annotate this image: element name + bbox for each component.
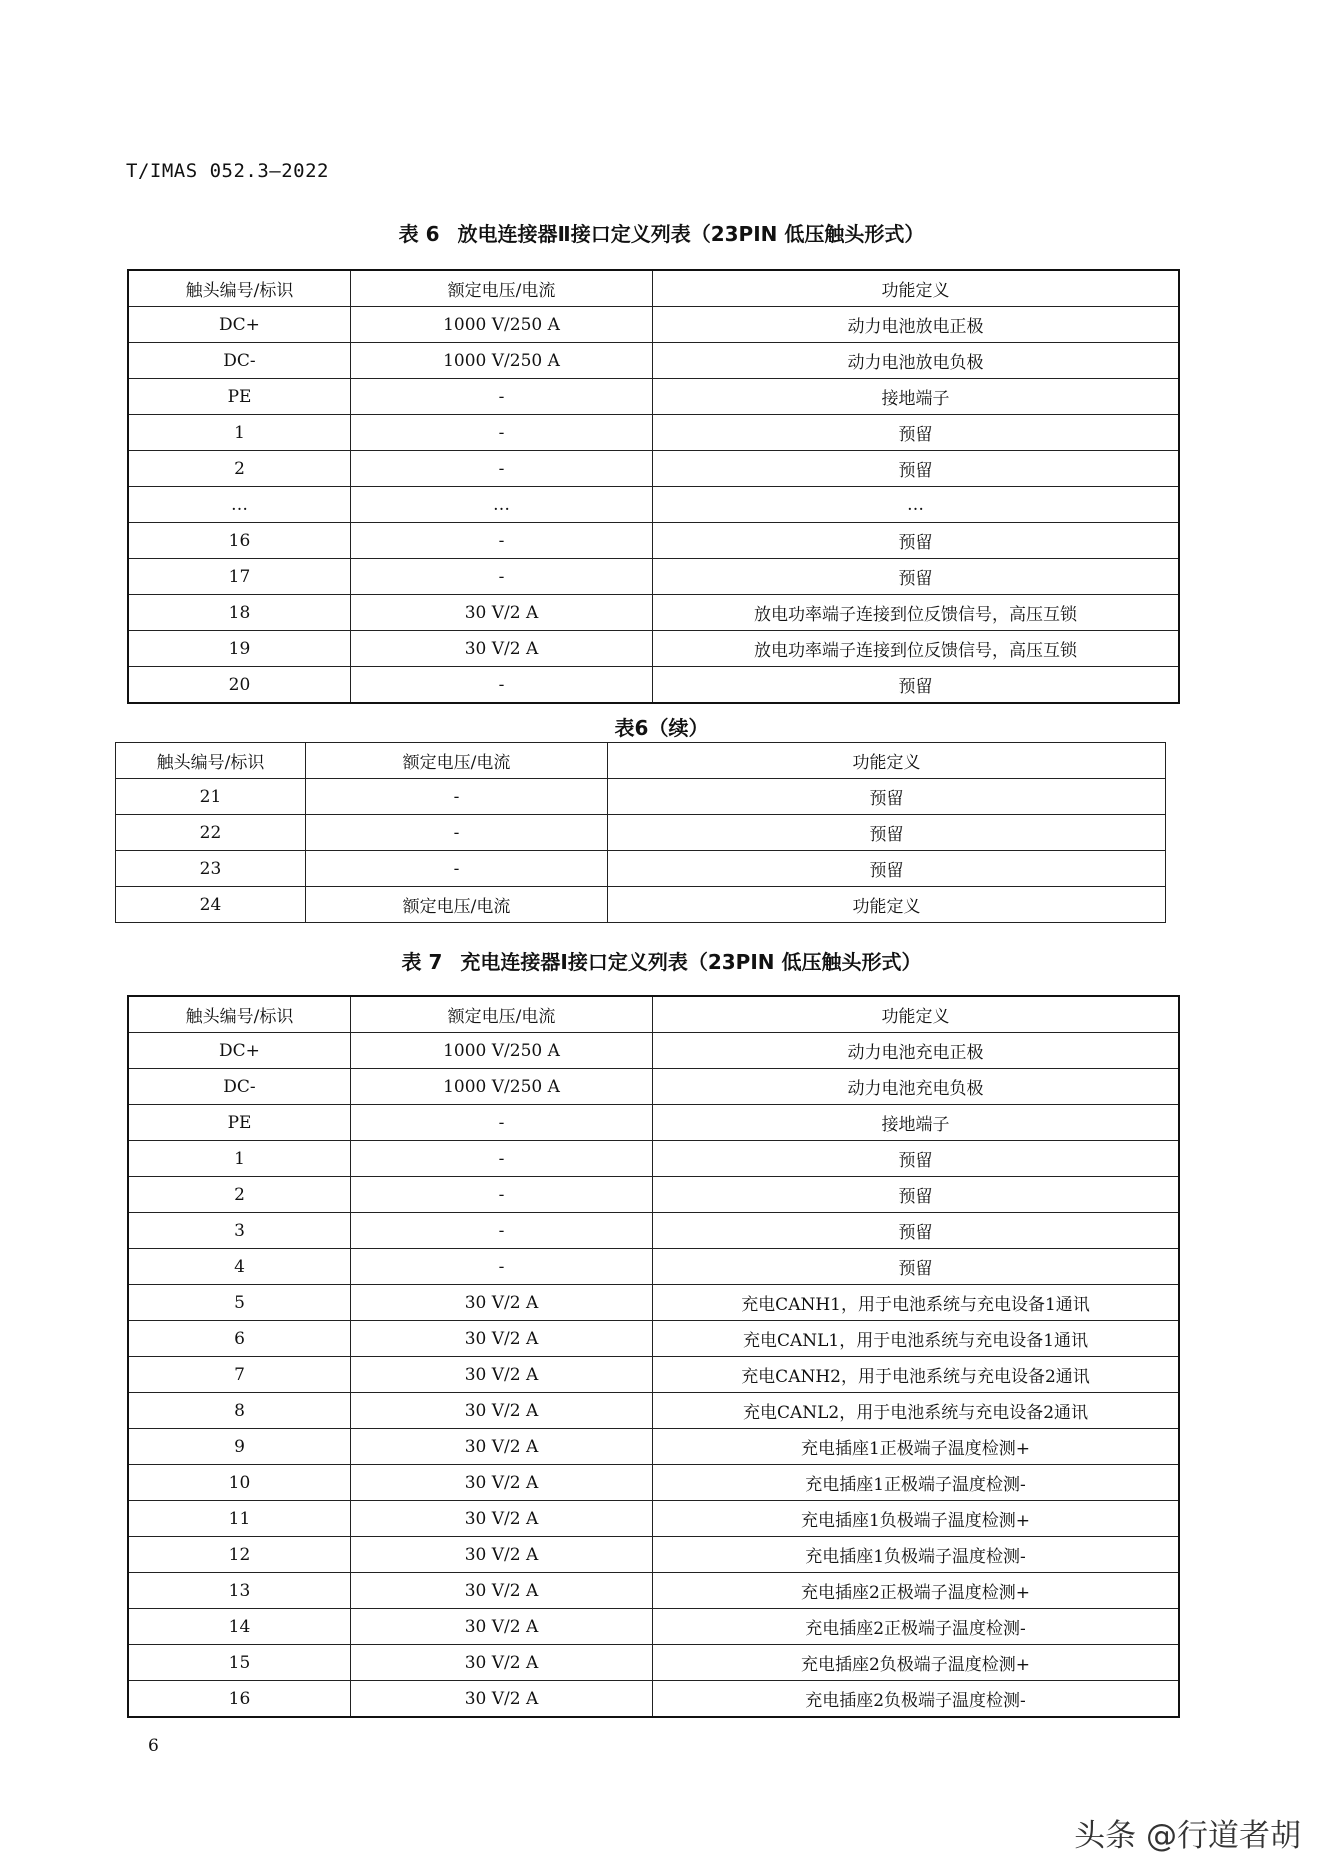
cell-rated-voltage-current: -: [351, 1213, 653, 1249]
cell-function-definition: 预留: [608, 851, 1166, 887]
cell-rated-voltage-current: -: [351, 667, 653, 703]
cell-rated-voltage-current: 额定电压/电流: [306, 887, 608, 923]
cell-function-definition: …: [653, 487, 1179, 523]
table-row: [129, 487, 1179, 523]
table-row: [129, 451, 1179, 487]
cell-function-definition: 充电插座2正极端子温度检测-: [653, 1609, 1179, 1645]
table-row: [129, 1465, 1179, 1501]
table-row: [129, 631, 1179, 667]
cell-function-definition: 充电插座1负极端子温度检测-: [653, 1537, 1179, 1573]
table6-cont-caption: 表6（续）: [614, 716, 709, 740]
table7-caption: [0, 946, 1323, 975]
cell-function-definition: 充电插座1正极端子温度检测+: [653, 1429, 1179, 1465]
cell-function-definition: 动力电池放电正极: [653, 307, 1179, 343]
table6-continued: [115, 742, 1166, 923]
column-header-rated-voltage-current: 额定电压/电流: [306, 743, 608, 779]
cell-rated-voltage-current: -: [351, 559, 653, 595]
column-header-function-definition: 功能定义: [653, 271, 1179, 307]
cell-rated-voltage-current: -: [351, 1249, 653, 1285]
cell-rated-voltage-current: 30 V/2 A: [351, 1429, 653, 1465]
cell-function-definition: 功能定义: [608, 887, 1166, 923]
cell-function-definition: 动力电池充电正极: [653, 1033, 1179, 1069]
table-row: [129, 343, 1179, 379]
cell-rated-voltage-current: 30 V/2 A: [351, 1537, 653, 1573]
watermark: 头条 @行道者胡: [1074, 1818, 1301, 1854]
cell-contact-id: 6: [129, 1321, 351, 1357]
cell-rated-voltage-current: -: [351, 1105, 653, 1141]
table-row: [129, 1141, 1179, 1177]
document-id: T/IMAS 052.3—2022: [126, 160, 329, 182]
cell-contact-id: DC+: [129, 307, 351, 343]
table-row: [116, 779, 1166, 815]
cell-rated-voltage-current: 30 V/2 A: [351, 1645, 653, 1681]
cell-function-definition: 充电插座2正极端子温度检测+: [653, 1573, 1179, 1609]
cell-function-definition: 预留: [608, 815, 1166, 851]
table-row: [129, 1033, 1179, 1069]
cell-contact-id: 2: [129, 1177, 351, 1213]
cell-rated-voltage-current: -: [351, 415, 653, 451]
cell-rated-voltage-current: 30 V/2 A: [351, 1357, 653, 1393]
table-row: [129, 1501, 1179, 1537]
cell-contact-id: 14: [129, 1609, 351, 1645]
table6-caption-text: 放电连接器Ⅱ接口定义列表（23PIN 低压触头形式）: [457, 222, 925, 246]
cell-contact-id: 20: [129, 667, 351, 703]
cell-contact-id: 2: [129, 451, 351, 487]
column-header-function-definition: 功能定义: [608, 743, 1166, 779]
table-row: [129, 595, 1179, 631]
table-row: [129, 1321, 1179, 1357]
cell-contact-id: 15: [129, 1645, 351, 1681]
cell-rated-voltage-current: 30 V/2 A: [351, 1609, 653, 1645]
cell-rated-voltage-current: 30 V/2 A: [351, 595, 653, 631]
table-row: [129, 559, 1179, 595]
cell-function-definition: 充电插座1负极端子温度检测+: [653, 1501, 1179, 1537]
page-number: 6: [148, 1736, 159, 1756]
cell-function-definition: 预留: [653, 415, 1179, 451]
table-row: [129, 1069, 1179, 1105]
cell-function-definition: 接地端子: [653, 1105, 1179, 1141]
table7: [128, 996, 1179, 1717]
cell-rated-voltage-current: 30 V/2 A: [351, 1321, 653, 1357]
cell-contact-id: 12: [129, 1537, 351, 1573]
cell-function-definition: 预留: [653, 667, 1179, 703]
cell-contact-id: 23: [116, 851, 306, 887]
table-row: [129, 1537, 1179, 1573]
cell-contact-id: PE: [129, 1105, 351, 1141]
cell-contact-id: 16: [129, 523, 351, 559]
cell-rated-voltage-current: 30 V/2 A: [351, 1393, 653, 1429]
cell-rated-voltage-current: 30 V/2 A: [351, 1681, 653, 1717]
cell-function-definition: 充电插座2负极端子温度检测+: [653, 1645, 1179, 1681]
cell-contact-id: PE: [129, 379, 351, 415]
cell-rated-voltage-current: 1000 V/250 A: [351, 1033, 653, 1069]
table-row: [129, 1573, 1179, 1609]
table7-caption-text: 充电连接器Ⅰ接口定义列表（23PIN 低压触头形式）: [460, 950, 922, 974]
cell-function-definition: 充电插座2负极端子温度检测-: [653, 1681, 1179, 1717]
table-row: [116, 815, 1166, 851]
cell-function-definition: 充电CANH1，用于电池系统与充电设备1通讯: [653, 1285, 1179, 1321]
cell-function-definition: 动力电池放电负极: [653, 343, 1179, 379]
cell-function-definition: 预留: [653, 1177, 1179, 1213]
cell-contact-id: 11: [129, 1501, 351, 1537]
column-header-contact-id: 触头编号/标识: [129, 997, 351, 1033]
cell-rated-voltage-current: …: [351, 487, 653, 523]
table-header-row: [116, 743, 1166, 779]
cell-contact-id: 9: [129, 1429, 351, 1465]
cell-contact-id: 1: [129, 1141, 351, 1177]
column-header-rated-voltage-current: 额定电压/电流: [351, 997, 653, 1033]
column-header-rated-voltage-current: 额定电压/电流: [351, 271, 653, 307]
cell-function-definition: 充电CANL1，用于电池系统与充电设备1通讯: [653, 1321, 1179, 1357]
table-row: [129, 1285, 1179, 1321]
cell-function-definition: 充电插座1正极端子温度检测-: [653, 1465, 1179, 1501]
cell-function-definition: 放电功率端子连接到位反馈信号，高压互锁: [653, 595, 1179, 631]
table-row: [129, 1681, 1179, 1717]
cell-contact-id: 18: [129, 595, 351, 631]
table6: [128, 270, 1179, 703]
cell-function-definition: 充电CANH2，用于电池系统与充电设备2通讯: [653, 1357, 1179, 1393]
cell-rated-voltage-current: -: [351, 523, 653, 559]
cell-contact-id: 19: [129, 631, 351, 667]
cell-rated-voltage-current: -: [306, 779, 608, 815]
cell-contact-id: 3: [129, 1213, 351, 1249]
cell-contact-id: …: [129, 487, 351, 523]
table-row: [129, 1213, 1179, 1249]
table7-caption-number: 表 7: [401, 950, 443, 974]
cell-function-definition: 放电功率端子连接到位反馈信号，高压互锁: [653, 631, 1179, 667]
cell-rated-voltage-current: -: [351, 1141, 653, 1177]
table-row: [129, 523, 1179, 559]
cell-function-definition: 预留: [653, 1249, 1179, 1285]
table-header-row: [129, 271, 1179, 307]
cell-function-definition: 充电CANL2，用于电池系统与充电设备2通讯: [653, 1393, 1179, 1429]
cell-contact-id: 10: [129, 1465, 351, 1501]
cell-contact-id: 16: [129, 1681, 351, 1717]
table-row: [129, 1357, 1179, 1393]
cell-function-definition: 预留: [653, 559, 1179, 595]
cell-contact-id: 4: [129, 1249, 351, 1285]
cell-rated-voltage-current: -: [351, 379, 653, 415]
table-row: [116, 851, 1166, 887]
cell-rated-voltage-current: -: [351, 451, 653, 487]
cell-contact-id: DC+: [129, 1033, 351, 1069]
cell-contact-id: DC-: [129, 1069, 351, 1105]
cell-function-definition: 动力电池充电负极: [653, 1069, 1179, 1105]
table-row: [129, 1645, 1179, 1681]
table-row: [129, 667, 1179, 703]
cell-rated-voltage-current: -: [306, 851, 608, 887]
table-row: [129, 1429, 1179, 1465]
cell-function-definition: 预留: [653, 1213, 1179, 1249]
table6-caption: [0, 218, 1323, 247]
cell-function-definition: 预留: [653, 523, 1179, 559]
cell-rated-voltage-current: -: [306, 815, 608, 851]
cell-rated-voltage-current: 30 V/2 A: [351, 1573, 653, 1609]
cell-contact-id: 1: [129, 415, 351, 451]
cell-contact-id: 24: [116, 887, 306, 923]
table6-caption-number: 表 6: [398, 222, 440, 246]
column-header-function-definition: 功能定义: [653, 997, 1179, 1033]
cell-rated-voltage-current: 1000 V/250 A: [351, 1069, 653, 1105]
cell-contact-id: 13: [129, 1573, 351, 1609]
cell-function-definition: 接地端子: [653, 379, 1179, 415]
cell-rated-voltage-current: 1000 V/250 A: [351, 343, 653, 379]
column-header-contact-id: 触头编号/标识: [129, 271, 351, 307]
cell-rated-voltage-current: -: [351, 1177, 653, 1213]
cell-contact-id: DC-: [129, 343, 351, 379]
cell-contact-id: 22: [116, 815, 306, 851]
cell-contact-id: 17: [129, 559, 351, 595]
table-row: [129, 1177, 1179, 1213]
cell-function-definition: 预留: [608, 779, 1166, 815]
table-row: [129, 1105, 1179, 1141]
column-header-contact-id: 触头编号/标识: [116, 743, 306, 779]
table-row: [129, 1249, 1179, 1285]
cell-rated-voltage-current: 30 V/2 A: [351, 1501, 653, 1537]
cell-contact-id: 7: [129, 1357, 351, 1393]
cell-rated-voltage-current: 1000 V/250 A: [351, 307, 653, 343]
table-header-row: [129, 997, 1179, 1033]
table-row: [129, 1609, 1179, 1645]
cell-rated-voltage-current: 30 V/2 A: [351, 1465, 653, 1501]
cell-function-definition: 预留: [653, 1141, 1179, 1177]
cell-contact-id: 21: [116, 779, 306, 815]
cell-contact-id: 8: [129, 1393, 351, 1429]
cell-rated-voltage-current: 30 V/2 A: [351, 1285, 653, 1321]
cell-contact-id: 5: [129, 1285, 351, 1321]
table-row: [129, 307, 1179, 343]
cell-function-definition: 预留: [653, 451, 1179, 487]
cell-rated-voltage-current: 30 V/2 A: [351, 631, 653, 667]
table-row: [129, 415, 1179, 451]
table-row: [116, 887, 1166, 923]
table-row: [129, 379, 1179, 415]
table-row: [129, 1393, 1179, 1429]
